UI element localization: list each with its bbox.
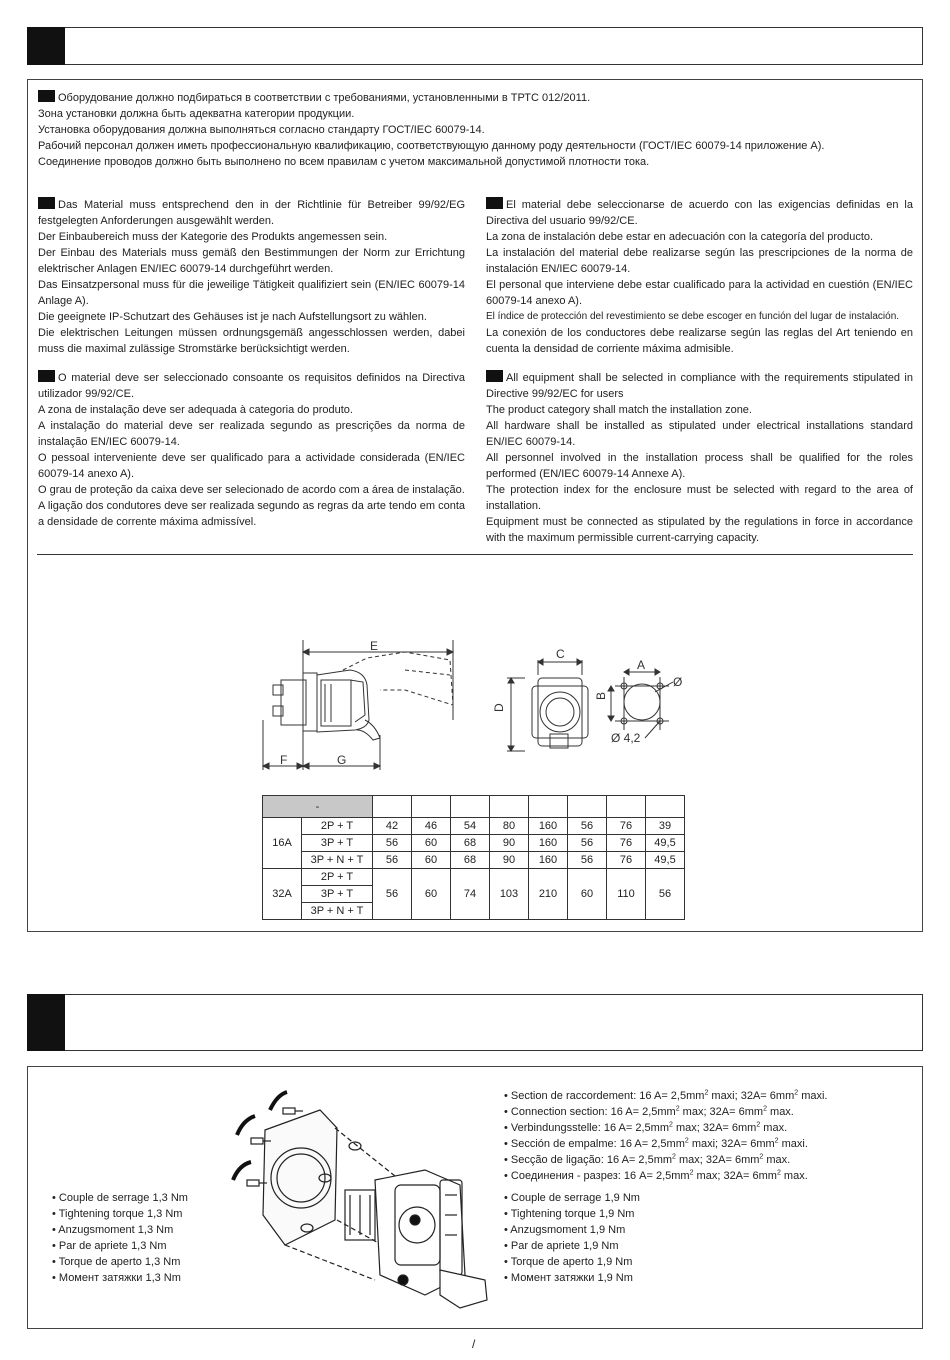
es-line: El personal que interviene debe estar cualificado para la actividad en cuestión (EN/IEC 60079-14 anexo A).	[486, 279, 913, 307]
torque-item: • Anzugsmoment 1,3 Nm	[52, 1224, 174, 1236]
pt-line: O pessoal interveniente deve ser qualificado para a actividade considerada (EN/IEC 60079-14 anexo A).	[38, 452, 465, 480]
value-cell: 49,5	[646, 835, 685, 852]
language-marker	[38, 90, 55, 102]
value-cell: 90	[490, 835, 529, 852]
en-line: All hardware shall be installed as stipulated under electrical installations standard EN/IEC 60079-14.	[486, 420, 913, 448]
section-item: • Sección de empalme: 16 $A= 2,5mm^2$ maxi; $32A= 6mm^2$ maxi.	[504, 1137, 808, 1150]
value-cell: 56	[568, 852, 607, 869]
en-line: All personnel involved in the installation process shall be qualified for the roles performed (EN/IEC 60079-14 Annexe A).	[486, 452, 913, 480]
table-header-cell	[529, 796, 568, 818]
ru-line: Оборудование должно подбираться в соответствии с требованиями, установленными в ТРТС 012/2011.	[38, 90, 898, 106]
section-header-bar	[27, 994, 923, 1051]
table-row	[263, 835, 685, 852]
table-header-cell	[490, 796, 529, 818]
torque-list-left	[52, 1190, 188, 1286]
nut-icon	[349, 1142, 361, 1150]
table-header-cell	[373, 796, 412, 818]
de-line: Der Einbau des Materials muss gemäß den Bestimmungen der Norm zur Errichtung elektrischer Anlagen EN/IEC 60079-14 durchgeführt werden.	[38, 247, 465, 275]
value-cell: 160	[529, 835, 568, 852]
group-cell: 32A	[263, 869, 302, 920]
table-row	[263, 818, 685, 835]
table-header-cell	[568, 796, 607, 818]
mounting-plate	[263, 1110, 337, 1245]
table-header-cell: -	[263, 796, 373, 818]
torque-list-right	[504, 1190, 640, 1286]
de-line: Der Einbaubereich muss der Kategorie des Produkts angemessen sein.	[38, 231, 388, 243]
value-cell: 90	[490, 852, 529, 869]
dimension-drawing	[255, 630, 705, 780]
section-item: • Соединения - разрез: 16 $A= 2,5mm^2$ max; $32A= 6mm^2$ max.	[504, 1169, 808, 1182]
torque-item: • Tightening torque 1,9 Nm	[504, 1208, 635, 1220]
pt-line: O material deve ser seleccionado consoante os requisitos definidos na Directiva utilizador 99/92/CE.	[38, 372, 465, 400]
value-cell: 68	[451, 835, 490, 852]
table-header-cell	[412, 796, 451, 818]
section-item: • Verbindungsstelle: 16 $A= 2,5mm^2$ max; $32A= 6mm^2$ max.	[504, 1121, 788, 1134]
ru-line: Зона установки должна быть адекватна категории продукции.	[38, 108, 355, 120]
value-cell: 42	[373, 818, 412, 835]
value-cell: 56	[373, 852, 412, 869]
value-cell: 60	[412, 835, 451, 852]
value-cell: 56	[646, 869, 685, 920]
label-c: C	[556, 647, 565, 661]
side-view	[263, 639, 453, 770]
type-cell: 3P + T	[302, 886, 373, 903]
section-header-marker	[27, 994, 65, 1051]
value-cell: 80	[490, 818, 529, 835]
value-cell: 68	[451, 852, 490, 869]
ru-block	[38, 90, 898, 170]
de-line: Die geeignete IP-Schutzart des Gehäuses ist je nach Aufstellungsort zu wählen.	[38, 311, 427, 323]
front-view	[492, 647, 588, 751]
type-cell: 3P + N + T	[302, 852, 373, 869]
value-cell: 74	[451, 869, 490, 920]
page-mark: /	[472, 1337, 476, 1351]
type-cell: 2P + T	[302, 869, 373, 886]
rotation-arrow-icon	[237, 1116, 255, 1135]
value-cell: 56	[373, 835, 412, 852]
group-cell: 16A	[263, 818, 302, 869]
es-line: El material debe seleccionarse de acuerdo con las exigencias definidas en la Directiva del usuario 99/92/CE.	[486, 199, 913, 227]
socket-body	[345, 1170, 487, 1308]
value-cell: 103	[490, 869, 529, 920]
label-b: B	[594, 691, 608, 700]
label-phi: Ø	[673, 675, 683, 689]
rotation-arrow-icon	[270, 1092, 287, 1110]
value-cell: 60	[412, 852, 451, 869]
torque-item: • Момент затяжки 1,9 Nm	[504, 1272, 633, 1284]
es-line: La instalación del material debe realizarse según las prescripciones de la norma de instalación EN/IEC 60079-14.	[486, 247, 913, 275]
ru-line: Рабочий персонал должен иметь профессиональную квалификацию, соответствующую данному роду деятельности (ГОСТ/IEC 60079-14 приложение А).	[38, 140, 825, 152]
section-item: • Secção de ligação: 16 $A= 2,5mm^2$ max; $32A= 6mm^2$ max.	[504, 1153, 791, 1166]
value-cell: 49,5	[646, 852, 685, 869]
torque-item: • Couple de serrage 1,3 Nm	[52, 1192, 188, 1204]
es-block	[486, 197, 913, 357]
torque-item: • Torque de aperto 1,9 Nm	[504, 1256, 633, 1268]
value-cell: 210	[529, 869, 568, 920]
terminal-screw-icon	[398, 1275, 408, 1285]
label-e: E	[370, 639, 379, 653]
en-line: The product category shall match the installation zone.	[486, 404, 752, 416]
value-cell: 46	[412, 818, 451, 835]
divider	[37, 554, 913, 555]
torque-item: • Tightening torque 1,3 Nm	[52, 1208, 183, 1220]
value-cell: 60	[568, 869, 607, 920]
table-header-cell	[607, 796, 646, 818]
ru-line: Соединение проводов должно быть выполнено по всем правилам с учетом максимальной допустимой плотности тока.	[38, 156, 650, 168]
section-item: • Connection section: 16 $A= 2,5mm^2$ max; $32A= 6mm^2$ max.	[504, 1105, 794, 1118]
label-f: F	[280, 753, 288, 767]
en-line: The protection index for the enclosure must be selected with regard to the area of installation.	[486, 484, 913, 512]
table-header-cell	[646, 796, 685, 818]
torque-item: • Момент затяжки 1,3 Nm	[52, 1272, 181, 1284]
torque-item: • Anzugsmoment 1,9 Nm	[504, 1224, 626, 1236]
value-cell: 160	[529, 818, 568, 835]
type-cell: 2P + T	[302, 818, 373, 835]
value-cell: 76	[607, 835, 646, 852]
es-line: La zona de instalación debe estar en adecuación con la categoría del producto.	[486, 231, 874, 243]
section-item: • Section de raccordement: 16 $A= 2,5mm^2$ maxi; $32A= 6mm^2$ maxi.	[504, 1089, 828, 1102]
value-cell: 76	[607, 852, 646, 869]
en-block	[486, 370, 913, 546]
screw-icon	[283, 1108, 303, 1114]
es-line: El índice de protección del revestimiento se debe escoger en función del lugar de instalación.	[486, 311, 900, 322]
section-header-marker	[27, 27, 65, 65]
drilling-view	[594, 658, 682, 745]
pt-line: A ligação dos condutores deve ser realizada segundo as regras da arte tendo em conta a densidade de corrente máxima admissível.	[38, 500, 465, 528]
torque-item: • Par de apriete 1,3 Nm	[52, 1240, 167, 1252]
value-cell: 56	[568, 835, 607, 852]
language-marker	[38, 370, 55, 382]
de-line: Das Einsatzpersonal muss für die jeweilige Tätigkeit qualifiziert sein (EN/IEC 60079-14 Anlage A).	[38, 279, 465, 307]
label-d: D	[492, 703, 506, 712]
de-line: Das Material muss entsprechend den in der Richtlinie für Betreiber 99/92/EG festgelegten Anforderungen ausgewählt werden.	[38, 199, 465, 227]
rotation-arrow-icon	[233, 1162, 251, 1180]
dimension-table	[262, 795, 685, 920]
value-cell: 54	[451, 818, 490, 835]
language-marker	[486, 197, 503, 209]
value-cell: 110	[607, 869, 646, 920]
section-header-bar	[27, 27, 923, 65]
pt-line: A zona de instalação deve ser adequada à categoria do produto.	[38, 404, 353, 416]
value-cell: 60	[412, 869, 451, 920]
torque-item: • Couple de serrage 1,9 Nm	[504, 1192, 640, 1204]
value-cell: 56	[568, 818, 607, 835]
en-line: Equipment must be connected as stipulated by the regulations in force in accordance with the maximum permissible current-carrying capacity.	[486, 516, 913, 544]
label-a: A	[637, 658, 646, 672]
type-cell: 3P + N + T	[302, 903, 373, 920]
pt-block	[38, 370, 465, 530]
terminal-screw-icon	[410, 1215, 420, 1225]
table-row	[263, 852, 685, 869]
language-marker	[486, 370, 503, 382]
es-line: La conexión de los conductores debe realizarse según las reglas del Art teniendo en cuenta la densidad de corriente máxima admisible.	[486, 327, 913, 355]
value-cell: 76	[607, 818, 646, 835]
value-cell: 160	[529, 852, 568, 869]
de-block	[38, 197, 465, 357]
label-g: G	[337, 753, 347, 767]
torque-item: • Torque de aperto 1,3 Nm	[52, 1256, 181, 1268]
label-hole: Ø 4,2	[611, 731, 641, 745]
table-header-cell	[451, 796, 490, 818]
type-cell: 3P + T	[302, 835, 373, 852]
language-marker	[38, 197, 55, 209]
installation-illustration	[225, 1080, 500, 1320]
table-row	[263, 869, 685, 886]
de-line: Die elektrischen Leitungen müssen ordnungsgemäß angesschlossen werden, dabei muss die maximal zulässige Stromstärke berücksichtigt werden.	[38, 327, 465, 355]
section-list	[504, 1088, 827, 1184]
pt-line: A instalação do material deve ser realizada segundo as prescrições da norma de instalação EN/IEC 60079-14.	[38, 420, 465, 448]
pt-line: O grau de proteção da caixa deve ser selecionado de acordo com a área de instalação.	[38, 484, 465, 496]
value-cell: 39	[646, 818, 685, 835]
value-cell: 56	[373, 869, 412, 920]
ru-line: Установка оборудования должна выполняться согласно стандарту ГОСТ/IEC 60079-14.	[38, 124, 485, 136]
en-line: All equipment shall be selected in compliance with the requirements stipulated in Directive 99/92/EC for users	[486, 372, 913, 400]
torque-item: • Par de apriete 1,9 Nm	[504, 1240, 619, 1252]
table-header-row	[263, 796, 685, 818]
